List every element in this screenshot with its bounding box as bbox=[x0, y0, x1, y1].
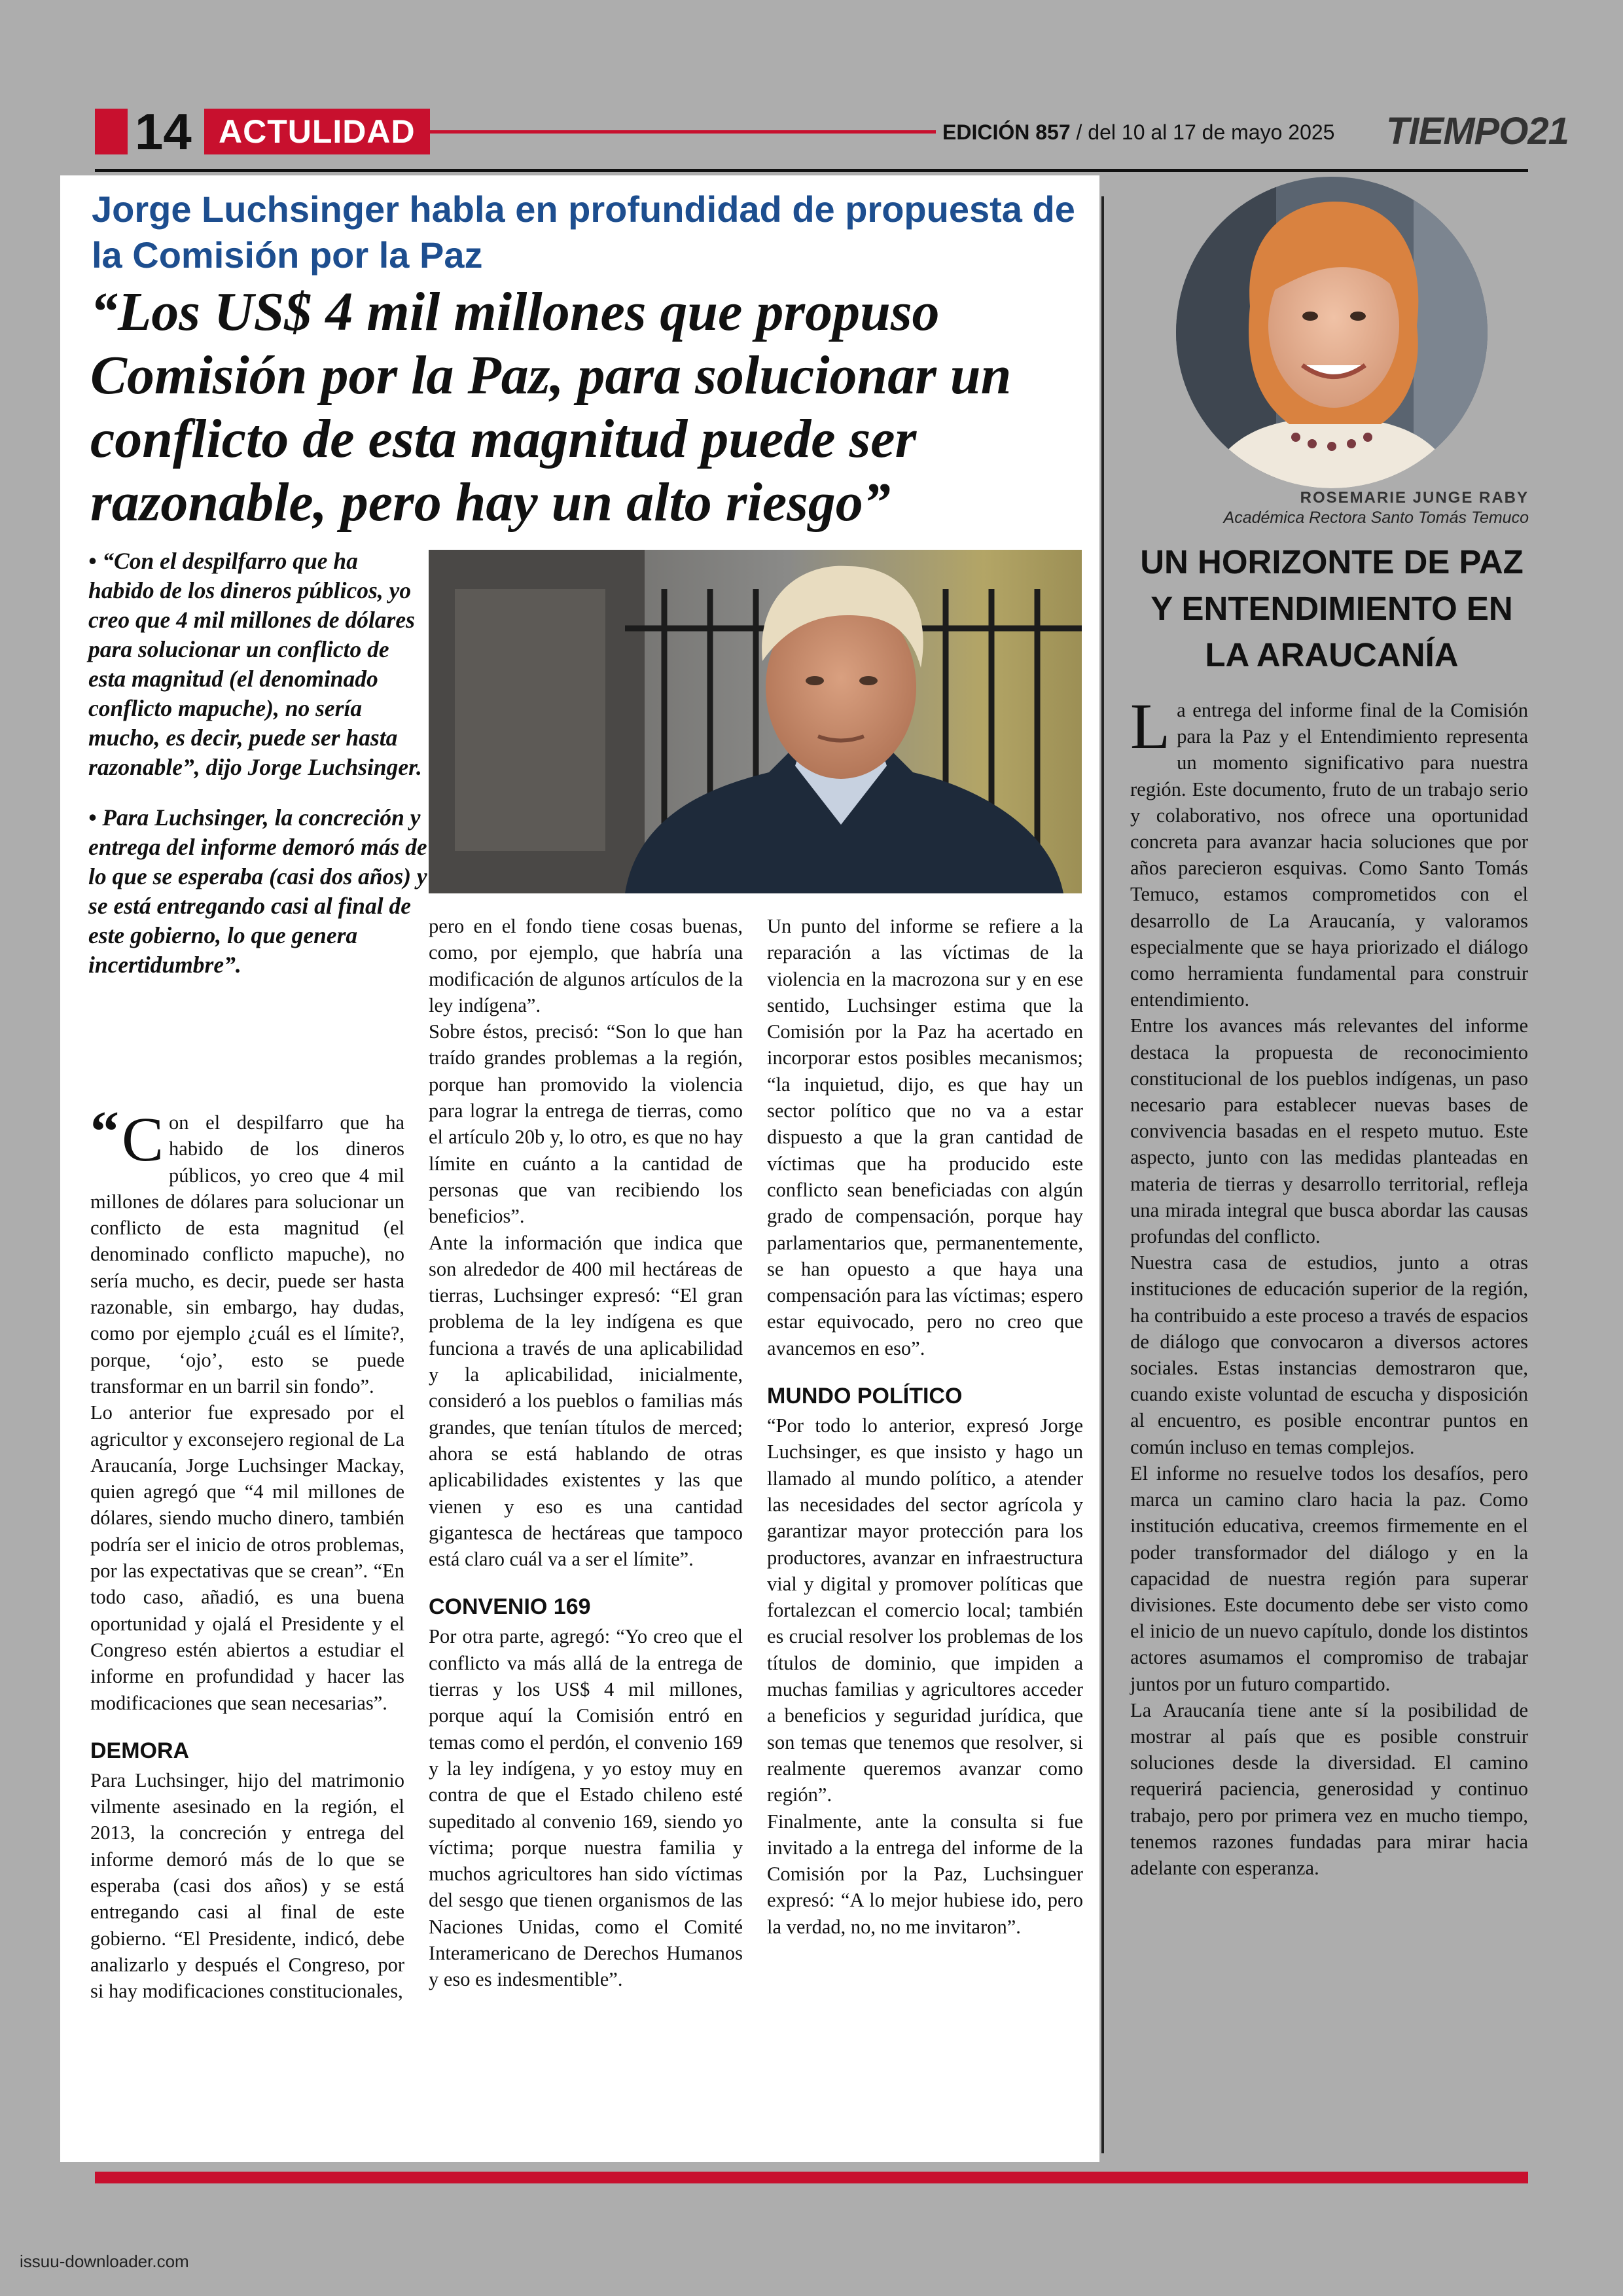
footer-red-bar bbox=[95, 2172, 1528, 2183]
column-drop-cap: L bbox=[1130, 690, 1171, 762]
column-author-role: Académica Rectora Santo Tomás Temuco bbox=[1223, 509, 1529, 527]
drop-cap: C bbox=[122, 1104, 164, 1174]
paragraph-text: a entrega del informe final de la Comisión para la Paz y el Entendimiento representa un momento significativo para nuestra región. Este documento, fruto de un trabajo serio y colaborativo, nos ofrece una oportunidad concreta para avanzar hacia soluciones que por años parecieron esquivas. Como Santo Tomás Temuco, estamos comprometidos con el desarrollo de La Araucanía, y valoramos especialmente que se haya priorizado el diálogo como herramienta fundamental para construir entendimiento. bbox=[1130, 699, 1528, 1011]
article-column-3 bbox=[767, 913, 1083, 1940]
article-paragraph: Por otra parte, agregó: “Yo creo que el conflicto va más allá de la entrega de tierras y los US$ 4 mil millones, porque aquí la Comisión entró en temas como el perdón, el convenio 169 y la ley indígena, y yo estoy muy en contra de que el Estado chileno esté supeditado al convenio 169, siendo yo víctima; porque nuestra familia y muchos agricultores han sido víctimas del sesgo que tienen organismos de las Naciones Unidas, como el Comité Interamericano de Derechos Humanos y eso es indesmentible”. bbox=[429, 1625, 743, 1991]
column-paragraph: La Araucanía tiene ante sí la posibilidad de mostrar al país que es posible construir soluciones desde la diversidad. El camino requerirá paciencia, generosidad y continuo trabajo, pero por primera vez en mucho tiempo, tenemos razones fundadas para mirar hacia adelante con esperanza. bbox=[1130, 1698, 1528, 1879]
opening-quote-mark: “ bbox=[90, 1100, 119, 1164]
column-paragraph: El informe no resuelve todos los desafíos, pero marca un camino claro hacia la paz. Como institución educativa, creemos firmemente en el poder transformador del diálogo y en la capacidad de nuestra región para superar divisiones. Este documento debe ser visto como el inicio de un nuevo capítulo, donde los distintos actores asumamos el compromiso de trabajar juntos por un futuro compartido. bbox=[1130, 1462, 1528, 1695]
column-paragraph: Nuestra casa de estudios, junto a otras instituciones de educación superior de la región, ha contribuido a este proceso a través de espacios de diálogo que convocaron a diversos actores sociales. Estas instancias demostraron que, cuando existe voluntad de escucha y disposición al encuentro, es posible encontrar puntos en común incluso en temas complejos. bbox=[1130, 1251, 1528, 1458]
column-title: UN HORIZONTE DE PAZ Y ENTENDIMIENTO EN LA ARAUCANÍA bbox=[1140, 543, 1524, 673]
subhead-demora: DEMORA bbox=[90, 1738, 190, 1763]
article-paragraph: “Por todo lo anterior, expresó Jorge Luchsinger, es que insisto y hago un llamado al mundo político, a atender las necesidades del sector agrícola y garantizar mayor protección para los productores, avanzar en infraestructura vial y digital y promover políticas que fortalezcan el comercio local; también es crucial resolver los problemas de los títulos de dominio, que impiden a muchas familias y agricultores acceder a beneficios y seguridad jurídica, que son temas que tenemos que resolver, si realmente queremos avanzar como región”. bbox=[767, 1414, 1083, 1806]
article-paragraph: Finalmente, ante la consulta si fue invitado a la entrega del informe de la Comisión por la Paz, Luchsinguer expresó: “A lo mejor hubiese ido, pero la verdad, no, no me invitaron”. bbox=[767, 1810, 1083, 1938]
header-red-line bbox=[419, 130, 936, 134]
summary-bullet: • “Con el despilfarro que ha habido de los dineros públicos, yo creo que 4 mil millones de dólares para solucionar un conflicto de esta magnitud (el denominado conflicto mapuche), no sería mucho, es decir, puede ser hasta razonable”, dijo Jorge Luchsinger. bbox=[88, 548, 422, 780]
subhead-mundo-politico: MUNDO POLÍTICO bbox=[767, 1384, 963, 1409]
article-headline: “Los US$ 4 mil millones que propuso Comisión por la Paz, para solucionar un conflicto de esta magnitud puede ser razonable, pero hay un alto riesgo” bbox=[90, 281, 1012, 533]
subhead-convenio: CONVENIO 169 bbox=[429, 1594, 591, 1620]
article-column-1 bbox=[90, 1100, 404, 2005]
article-paragraph: Lo anterior fue expresado por el agricultor y exconsejero regional de La Araucanía, Jorge Luchsinger Mackay, quien agregó que “4 mil millones de dólares, siendo mucho dinero, también podría ser el inicio de otros problemas, por las expectativas que se crean”. “En todo caso, añadió, es una buena oportunidad y ojalá el Presidente y el Congreso estén abiertos a estudiar el informe en profundidad y hacer las modificaciones que sean necesarias”. bbox=[90, 1401, 404, 1714]
column-body bbox=[1130, 690, 1528, 1881]
page-number: 14 bbox=[135, 103, 192, 160]
article-paragraph: Sobre éstos, precisó: “Son lo que han traído grandes problemas a la región, porque han promovido la violencia para lograr la entrega de tierras, como el artículo 20b y, lo otro, es que no hay límite en cuánto a la cantidad de personas que van recibiendo los beneficios”. bbox=[429, 1020, 743, 1228]
article-paragraph: pero en el fondo tiene cosas buenas, como, por ejemplo, que habría una modificación de algunos artículos de la ley indígena”. bbox=[429, 915, 743, 1016]
edition-dates: / del 10 al 17 de mayo 2025 bbox=[1070, 120, 1335, 144]
column-paragraph: Entre los avances más relevantes del informe destaca la propuesta de reconocimiento constitucional de los pueblos indígenas, un paso necesario para establecer nuevas bases de convivencia basadas en el respeto mutuo. Este aspecto, junto con las medidas planteadas en materia de tierras y desarrollo territorial, refleja una mirada integral que busca abordar las causas profundas del conflicto. bbox=[1130, 1014, 1528, 1248]
edition-label: EDICIÓN 857 bbox=[942, 120, 1071, 144]
article-paragraph bbox=[90, 1100, 404, 1399]
article-paragraph: Para Luchsinger, hijo del matrimonio vilmente asesinado en la región, el 2013, la concreción y entrega del informe demoró más de lo que se esperaba (casi dos años) y se está entregando casi al final de este gobierno. “El Presidente, indicó, debe analizarlo y después el Congreso, por si hay modificaciones constitucionales, bbox=[90, 1768, 404, 2003]
article-paragraph: Ante la información que indica que son alrededor de 400 mil hectáreas de tierras, Luchsinger expresó: “El gran problema de la ley indígena es que funciona a través de una aplicabilidad y la aplicabilidad, inicialmente, consideró a los pueblos o familias más grandes, que tenían títulos de merced; ahora se está hablando de otras aplicabilidades existentes y las que vienen y eso es una cantidad gigantesca de hectáreas que tampoco está claro cuál va a ser el límite”. bbox=[429, 1231, 743, 1571]
article-paragraph: Un punto del informe se refiere a la reparación a las víctimas de la violencia en la macrozona sur y en ese sentido, Luchsinger estima que la Comisión por la Paz ha acertado en incorporar estos posibles mecanismos; “la inquietud, dijo, es que hay un sector político que no va a estar dispuesto a que la gran cantidad de víctimas que ha producido este conflicto sean beneficiadas con algún grado de compensación, porque hay parlamentarios que, permanentemente, se han opuesto a que haya una compensación para las víctimas; espero estar equivocado, pero no creo que avancemos en eso”. bbox=[767, 915, 1083, 1359]
header-rule bbox=[95, 169, 1528, 172]
column-paragraph bbox=[1130, 690, 1528, 1013]
newspaper-logo: TIEMPO21 bbox=[1386, 110, 1569, 152]
section-label: ACTULIDAD bbox=[204, 109, 430, 154]
paragraph-text: on el despilfarro que ha habido de los dineros públicos, yo creo que 4 mil millones de dólares para solucionar un conflicto de esta magnitud (el denominado conflicto mapuche), no sería mucho, es decir, puede ser hasta razonable, sin embargo, hay dudas, como por ejemplo ¿cuál es el límite?, porque, ‘ojo’, esto se puede transformar en un barril sin fondo”. bbox=[90, 1111, 404, 1397]
article-summary bbox=[88, 547, 429, 1001]
column-author-name: ROSEMARIE JUNGE RABY bbox=[1300, 489, 1529, 507]
header-red-block bbox=[95, 109, 128, 154]
interviewee-photo bbox=[429, 550, 1082, 893]
article-column-2 bbox=[429, 913, 743, 1993]
edition-info bbox=[942, 115, 1334, 149]
summary-bullet: • Para Luchsinger, la concreción y entrega del informe demoró más de lo que se esperaba (casi dos años) y se está entregando casi al final de este gobierno, lo que genera incertidumbre”. bbox=[88, 804, 427, 978]
author-portrait bbox=[1165, 175, 1499, 490]
column-divider bbox=[1101, 196, 1104, 2153]
article-kicker: Jorge Luchsinger habla en profundidad de propuesta de la Comisión por la Paz bbox=[92, 188, 1075, 276]
source-watermark: issuu-downloader.com bbox=[20, 2251, 189, 2271]
